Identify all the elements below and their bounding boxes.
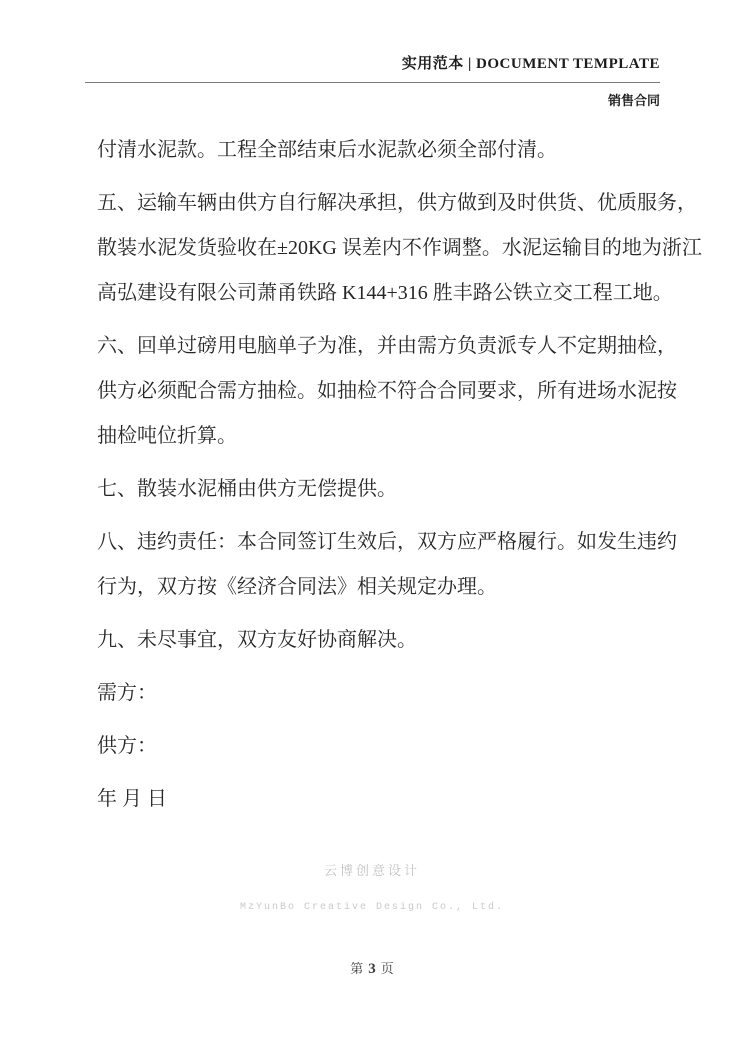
doc-type-label: 销售合同 (607, 93, 660, 108)
page-header (85, 52, 660, 109)
paragraph-clause-9 (97, 618, 697, 663)
paragraph-payment (97, 128, 697, 173)
paragraph-clause-6 (97, 324, 697, 459)
contract-line: 年 月 日 (97, 788, 167, 810)
page-number-value: 3 (368, 961, 376, 977)
contract-line: 五、运输车辆由供方自行解决承担，供方做到及时供货、优质服务， (97, 192, 697, 214)
signature-buyer (97, 671, 697, 716)
page-number-suffix: 页 (380, 961, 394, 976)
contract-line: 供方必须配合需方抽检。如抽检不符合合同要求，所有进场水泥按 (97, 380, 677, 402)
contract-line: 行为，双方按《经济合同法》相关规定办理。 (97, 576, 497, 598)
header-divider (85, 82, 660, 83)
contract-line: 付清水泥款。工程全部结束后水泥款必须全部付清。 (97, 139, 557, 161)
contract-line: 抽检吨位折算。 (97, 425, 237, 447)
page-number-prefix: 第 (350, 961, 364, 976)
footer-studio-name-en: MzYunBo Creative Design Co., Ltd. (239, 902, 505, 913)
signature-date (97, 777, 697, 822)
contract-line: 高弘建设有限公司萧甬铁路 K144+316 胜丰路公铁立交工程工地。 (97, 282, 673, 304)
paragraph-clause-8 (97, 520, 697, 610)
contract-line: 供方： (97, 735, 157, 757)
page-number (0, 958, 744, 978)
footer-studio-name-cn: 云博创意设计 (323, 863, 420, 878)
contract-line: 七、散装水泥桶由供方无偿提供。 (97, 478, 397, 500)
contract-line: 六、回单过磅用电脑单子为准，并由需方负责派专人不定期抽检， (97, 335, 677, 357)
paragraph-clause-5 (97, 181, 702, 316)
contract-line: 九、未尽事宜，双方友好协商解决。 (97, 629, 417, 651)
paragraph-clause-7 (97, 467, 697, 512)
contract-body (97, 128, 702, 830)
signature-supplier (97, 724, 697, 769)
contract-line: 散装水泥发货验收在±20KG 误差内不作调整。水泥运输目的地为浙江 (97, 237, 702, 259)
contract-line: 八、违约责任：本合同签订生效后，双方应严格履行。如发生违约 (97, 531, 677, 553)
contract-line: 需方： (97, 682, 157, 704)
header-brand: 实用范本 | DOCUMENT TEMPLATE (401, 56, 660, 72)
